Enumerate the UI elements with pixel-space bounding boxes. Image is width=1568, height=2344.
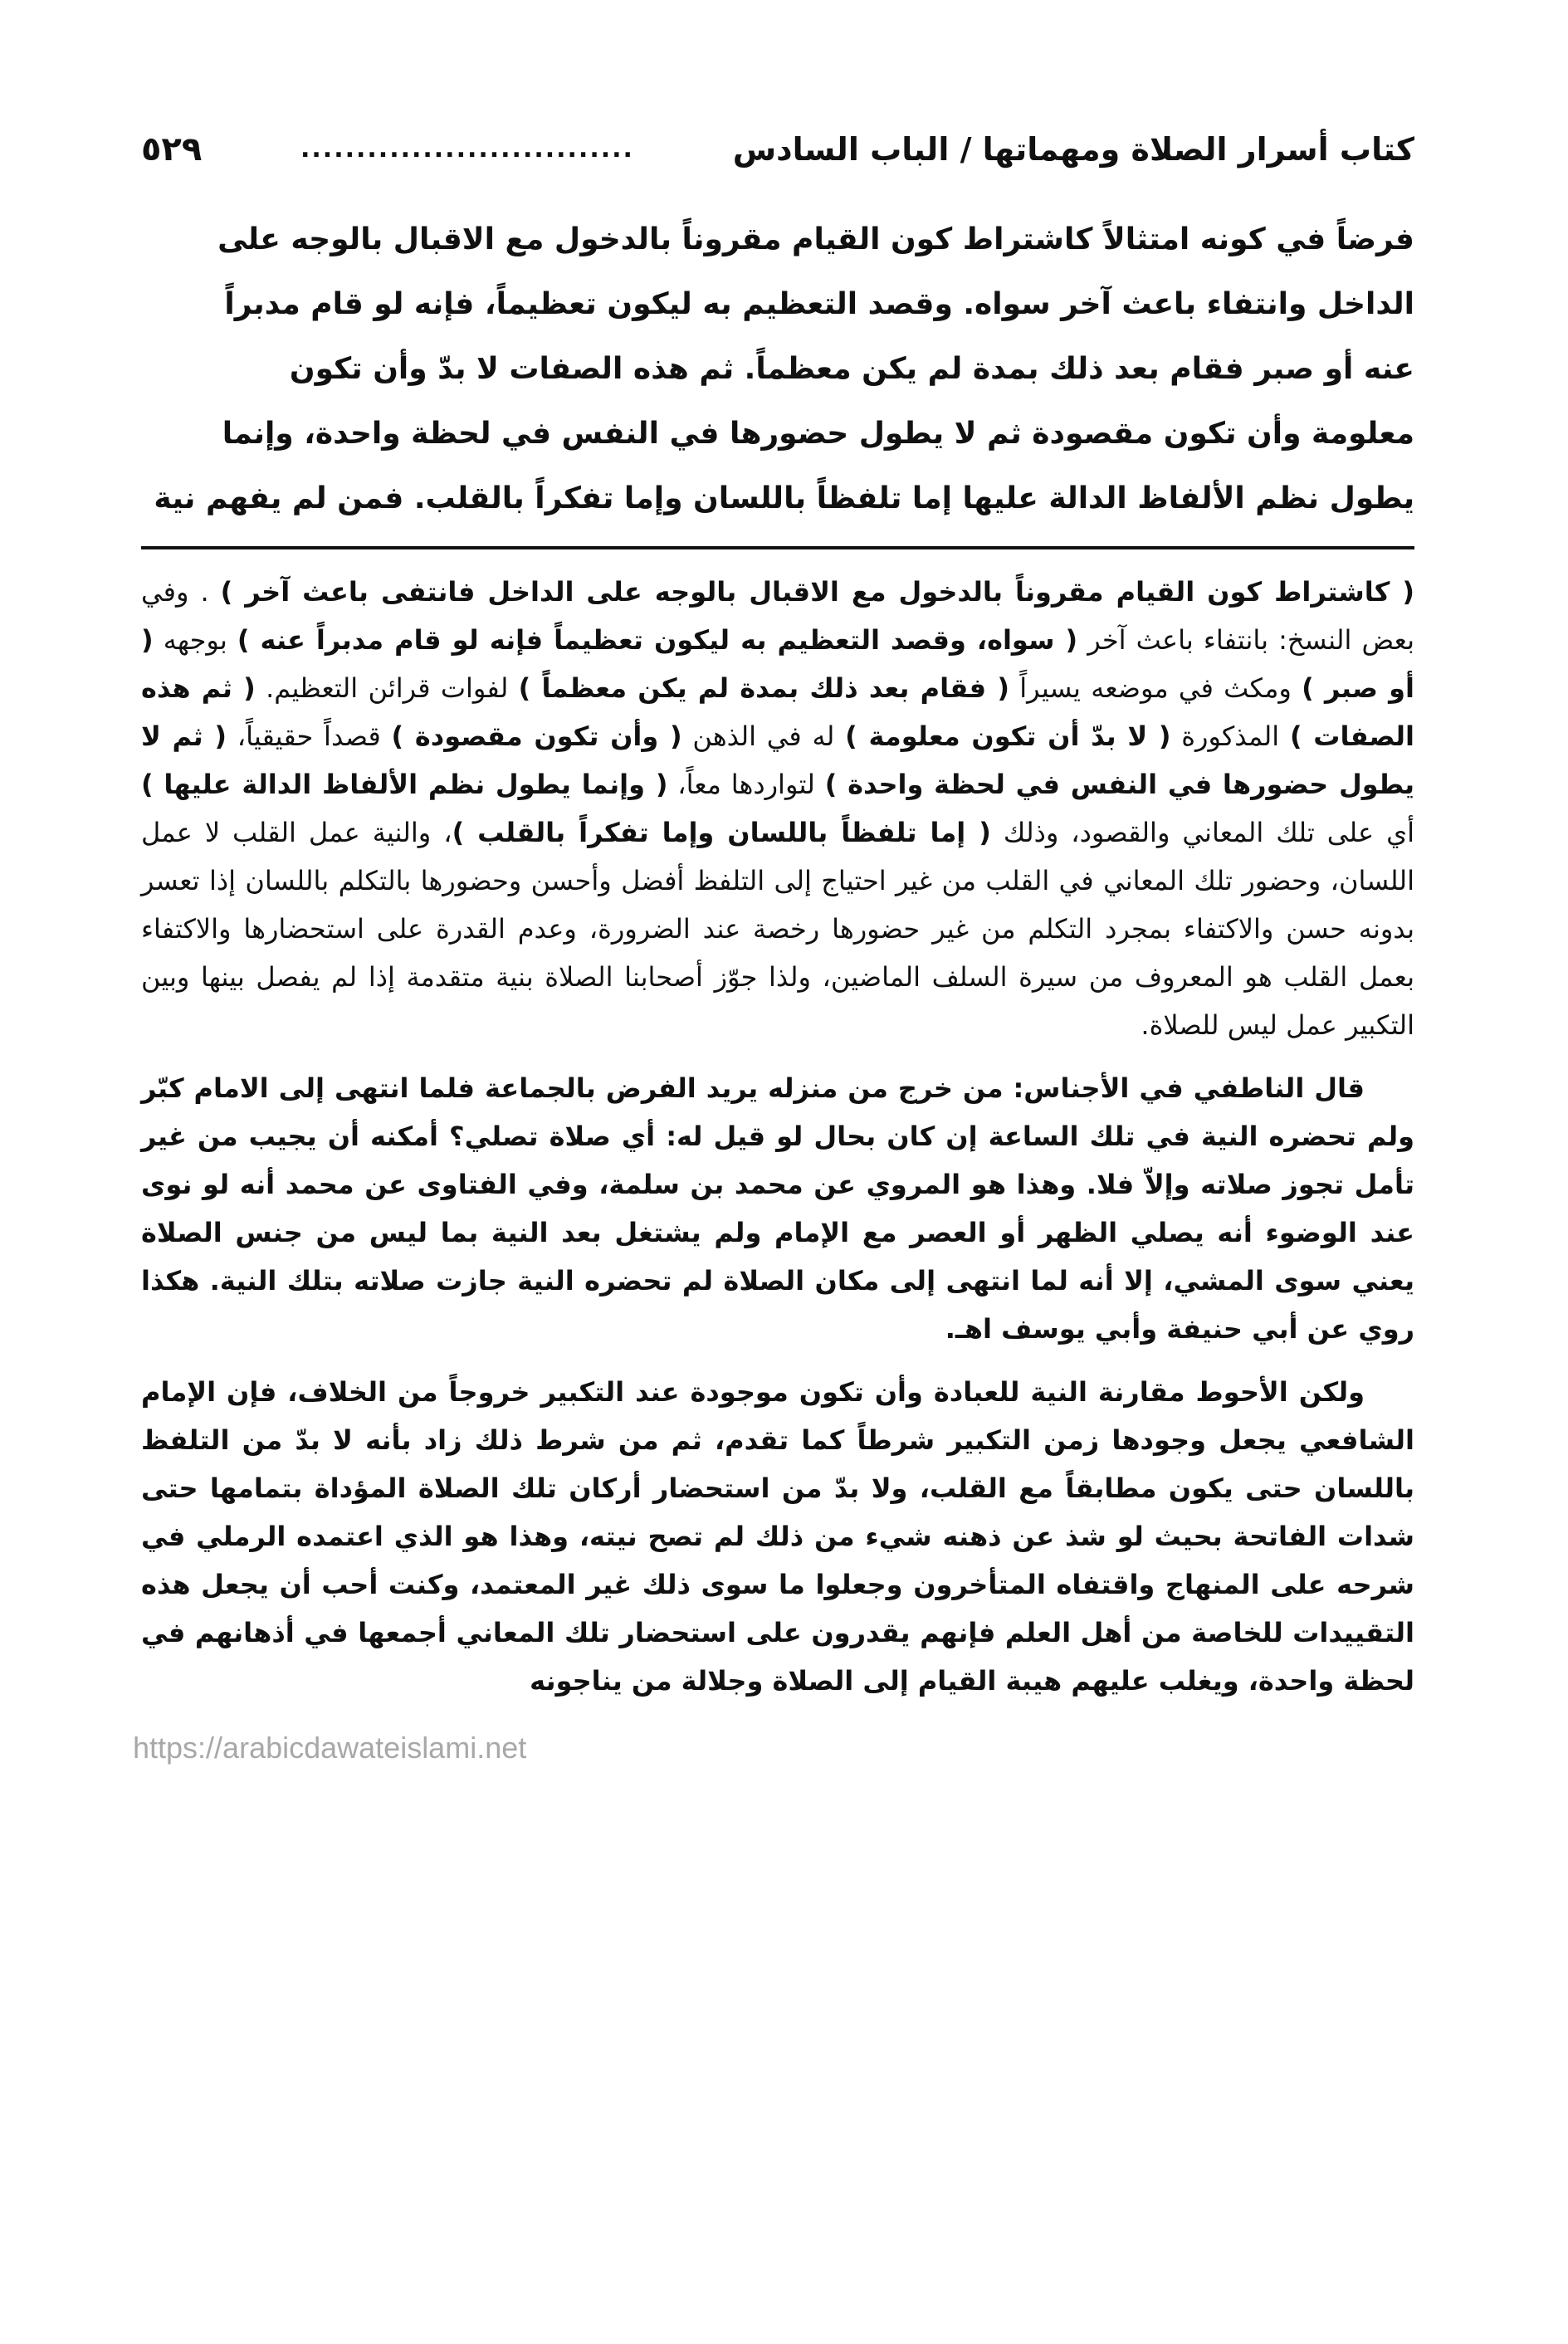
commentary-segment: المذكورة <box>1170 720 1290 752</box>
page-number: ٥٢٩ <box>141 130 203 168</box>
commentary-segment: ، والنية عمل القلب لا عمل اللسان، وحضور تلك المعاني في القلب من غير احتياج إلى التلفظ أفضل وأحسن وحضورها بالتكلم باللسان إذا تعسر بدونه حسن والاكتفاء بمجرد التكلم من غير حضورها رخصة عند الضرورة، وعدم القدرة على استحضارها والاكتفاء بعمل القلب هو المعروف من سيرة السلف الماضين، ولذا جوّز أصحابنا الصلاة بنية متقدمة إذا لم يفصل بينها وبين التكبير عمل ليس للصلاة. <box>141 817 1414 1041</box>
commentary-paragraph-1 <box>141 568 1414 1049</box>
quoted-matn-segment: ( إما تلفظاً باللسان وإما تفكراً بالقلب ) <box>452 817 991 848</box>
running-header-title: كتاب أسرار الصلاة ومهماتها / الباب السادس <box>732 131 1414 168</box>
main-text <box>141 208 1414 531</box>
quoted-matn-segment: ( وأن تكون مقصودة ) <box>391 720 682 752</box>
main-text-line: الداخل وانتفاء باعث آخر سواه. وقصد التعظيم به ليكون تعظيماً، فإنه لو قام مدبراً <box>224 287 1414 321</box>
commentary-paragraph-3: ولكن الأحوط مقارنة النية للعبادة وأن تكون موجودة عند التكبير خروجاً من الخلاف، فإن الإمام الشافعي يجعل وجودها زمن التكبير شرطاً كما تقدم، ثم من شرط ذلك زاد بأنه لا بدّ من التلفظ باللسان حتى يكون مطابقاً مع القلب، ولا بدّ من استحضار أركان تلك الصلاة المؤداة بتمامها حتى شدات الفاتحة بحيث لو شذ عن ذهنه شيء من ذلك لم تصح نيته، وهذا هو الذي اعتمده الرملي في شرحه على المنهاج واقتفاه المتأخرون وجعلوا ما سوى ذلك غير المعتمد، وكنت أحب أن يجعل هذه التقييدات للخاصة من أهل العلم فإنهم يقدرون على استحضار تلك المعاني أجمعها في أذهانهم في لحظة واحدة، ويغلب عليهم هيبة القيام إلى الصلاة وجلالة من يناجونه <box>141 1376 1414 1697</box>
quoted-matn-segment: ( ثم هذه الصفات ) <box>141 672 1414 752</box>
commentary-segment: لفوات قرائن التعظيم. <box>255 672 519 704</box>
commentary-paragraph-2: قال الناطفي في الأجناس: من خرج من منزله يريد الفرض بالجماعة فلما انتهى إلى الامام كبّر ولم تحضره النية في تلك الساعة إن كان بحال لو قيل له: أي صلاة تصلي؟ أمكنه أن يجيب من غير تأمل تجوز صلاته وإلاّ فلا. وهذا هو المروي عن محمد بن سلمة، وفي الفتاوى عن محمد أنه لو نوى عند الوضوء أنه يصلي الظهر أو العصر مع الإمام ولم يشتغل بعد النية بما ليس من جنس الصلاة يعني سوى المشي، إلا أنه لما انتهى إلى مكان الصلاة لم تحضره النية جازت صلاته بتلك النية. هكذا روي عن أبي حنيفة وأبي يوسف اهـ. <box>141 1072 1414 1345</box>
quoted-matn-segment: ( ثم لا يطول حضورها في النفس في لحظة واحدة ) <box>141 720 1414 800</box>
quoted-matn-segment: ( فقام بعد ذلك بمدة لم يكن معظماً ) <box>518 672 1009 704</box>
quoted-matn-segment: ( سواه، وقصد التعظيم به ليكون تعظيماً فإنه لو قام مدبراً عنه ) <box>237 624 1078 656</box>
main-text-line: معلومة وأن تكون مقصودة ثم لا يطول حضورها في النفس في لحظة واحدة، وإنما <box>222 417 1414 451</box>
quoted-matn-segment: ( وإنما يطول نظم الألفاظ الدالة عليها ) <box>141 769 668 800</box>
text-commentary-divider <box>141 546 1414 549</box>
commentary-segment: له في الذهن <box>681 720 846 752</box>
main-text-line: يطول نظم الألفاظ الدالة عليها إما تلفظاً باللسان وإما تفكراً بالقلب. فمن لم يفهم نية <box>154 481 1414 515</box>
quoted-matn-segment: ( كاشتراط كون القيام مقروناً بالدخول مع الاقبال بالوجه على الداخل فانتفى باعث آخر ) <box>220 576 1415 608</box>
commentary-segment: أي على تلك المعاني والقصود، وذلك <box>990 817 1415 848</box>
running-header <box>141 125 1414 174</box>
commentary-segment: ومكث في موضعه يسيراً <box>1009 672 1302 704</box>
main-text-line: عنه أو صبر فقام بعد ذلك بمدة لم يكن معظماً. ثم هذه الصفات لا بدّ وأن تكون <box>289 352 1414 386</box>
commentary-segment: بوجهه <box>153 624 237 656</box>
leader-dots: .............................. <box>300 134 634 164</box>
quoted-matn-segment: ( أو صبر ) <box>141 624 1415 704</box>
commentary-segment: . وفي بعض النسخ: بانتفاء باعث آخر <box>141 576 1415 656</box>
commentary-segment: قصداً حقيقياً، <box>227 720 392 752</box>
quoted-matn-segment: ( لا بدّ أن تكون معلومة ) <box>845 720 1171 752</box>
main-text-line: فرضاً في كونه امتثالاً كاشتراط كون القيام مقروناً بالدخول مع الاقبال بالوجه على <box>217 222 1414 256</box>
commentary-segment: لتواردها معاً، <box>667 769 825 800</box>
commentary <box>141 568 1414 1705</box>
watermark-url: https://arabicdawateislami.net <box>133 1731 527 1765</box>
